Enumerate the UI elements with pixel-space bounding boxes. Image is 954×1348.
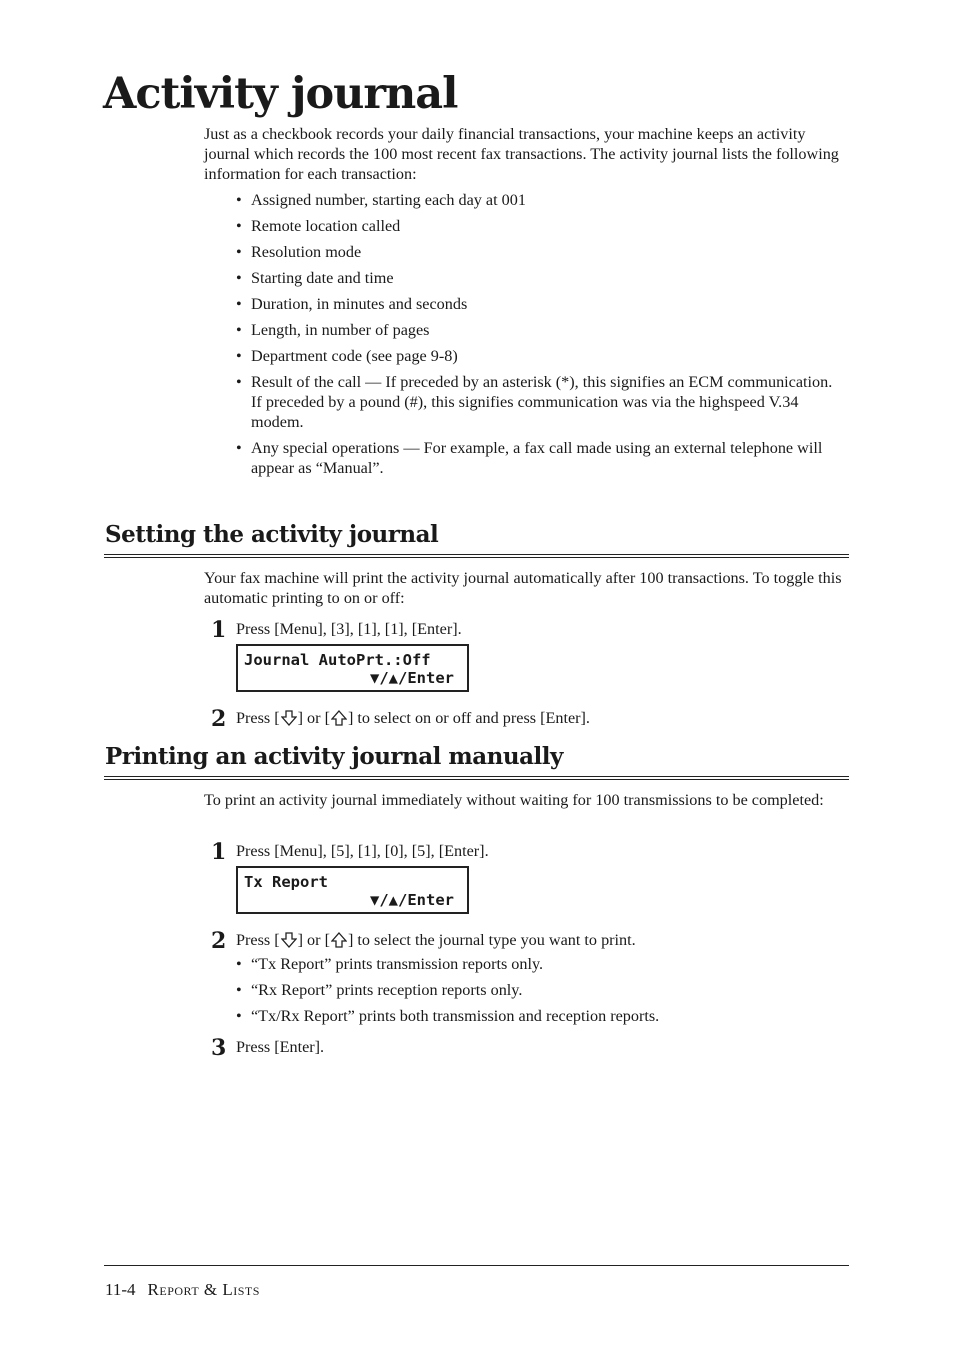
list-item: • Starting date and time bbox=[236, 268, 846, 288]
lcd-line-1: Journal AutoPrt.:Off bbox=[244, 651, 431, 669]
section-rule bbox=[104, 776, 849, 780]
list-item: • “Rx Report” prints reception reports only. bbox=[236, 980, 846, 1000]
list-item: • Result of the call — If preceded by an asterisk (*), this signifies an ECM communication. If preceded by a pound (#), this signifies communication was via the highspeed V.34 modem. bbox=[236, 372, 846, 432]
up-arrow-key-icon bbox=[331, 932, 347, 948]
footer-section-title: Report & Lists bbox=[147, 1280, 260, 1299]
step-text: Press [Menu], [5], [1], [0], [5], [Enter]. bbox=[236, 842, 489, 860]
page-title: Activity journal bbox=[103, 69, 458, 119]
list-item: • Remote location called bbox=[236, 216, 846, 236]
step-text-post: ] to select on or off and press [Enter]. bbox=[347, 709, 590, 727]
section-heading-printing: Printing an activity journal manually bbox=[105, 743, 563, 770]
step-text: Press [Menu], [3], [1], [1], [Enter]. bbox=[236, 620, 462, 638]
lcd-line-1: Tx Report bbox=[244, 873, 328, 891]
section-rule bbox=[104, 554, 849, 558]
list-item: • Assigned number, starting each day at 001 bbox=[236, 190, 846, 210]
page-number: 11-4 bbox=[105, 1280, 136, 1299]
step-text bbox=[236, 708, 590, 728]
setting-intro: Your fax machine will print the activity journal automatically after 100 transactions. To toggle this automatic printing to on or off: bbox=[204, 569, 842, 607]
down-arrow-key-icon bbox=[281, 932, 297, 948]
list-item: • Length, in number of pages bbox=[236, 320, 846, 340]
step-text bbox=[236, 930, 636, 950]
list-item: • Resolution mode bbox=[236, 242, 846, 262]
list-item: • “Tx/Rx Report” prints both transmission and reception reports. bbox=[236, 1006, 846, 1026]
lcd-line-2: ▼/▲/Enter bbox=[370, 891, 454, 909]
up-arrow-key-icon bbox=[331, 710, 347, 726]
printing-intro: To print an activity journal immediately without waiting for 100 transmissions to be completed: bbox=[204, 791, 824, 809]
page-footer bbox=[105, 1279, 260, 1301]
step-number: 3 bbox=[211, 1035, 227, 1061]
section-heading-setting: Setting the activity journal bbox=[105, 521, 439, 548]
lcd-line-2: ▼/▲/Enter bbox=[370, 669, 454, 687]
list-item: • Any special operations — For example, a fax call made using an external telephone will appear as “Manual”. bbox=[236, 438, 846, 478]
list-item: • Duration, in minutes and seconds bbox=[236, 294, 846, 314]
footer-rule bbox=[104, 1265, 849, 1266]
step-number: 2 bbox=[211, 706, 227, 732]
step-text: Press [Enter]. bbox=[236, 1038, 325, 1056]
step-text-post: ] to select the journal type you want to print. bbox=[347, 931, 636, 949]
step-number: 1 bbox=[211, 839, 227, 865]
step-text-mid: ] or [ bbox=[297, 931, 330, 949]
step-text-pre: Press [ bbox=[236, 709, 280, 727]
step-text-pre: Press [ bbox=[236, 931, 280, 949]
list-item: • Department code (see page 9-8) bbox=[236, 346, 846, 366]
step-number: 1 bbox=[211, 617, 227, 643]
intro-paragraph: Just as a checkbook records your daily financial transactions, your machine keeps an activity journal which records the 100 most recent fax transactions. The activity journal lists the following information for each transaction: bbox=[204, 125, 839, 183]
info-list bbox=[236, 190, 846, 478]
step-text-mid: ] or [ bbox=[297, 709, 330, 727]
step-number: 2 bbox=[211, 928, 227, 954]
lcd-display bbox=[236, 644, 469, 692]
lcd-display bbox=[236, 866, 469, 914]
down-arrow-key-icon bbox=[281, 710, 297, 726]
list-item: • “Tx Report” prints transmission reports only. bbox=[236, 954, 846, 974]
report-type-list bbox=[236, 954, 846, 1026]
